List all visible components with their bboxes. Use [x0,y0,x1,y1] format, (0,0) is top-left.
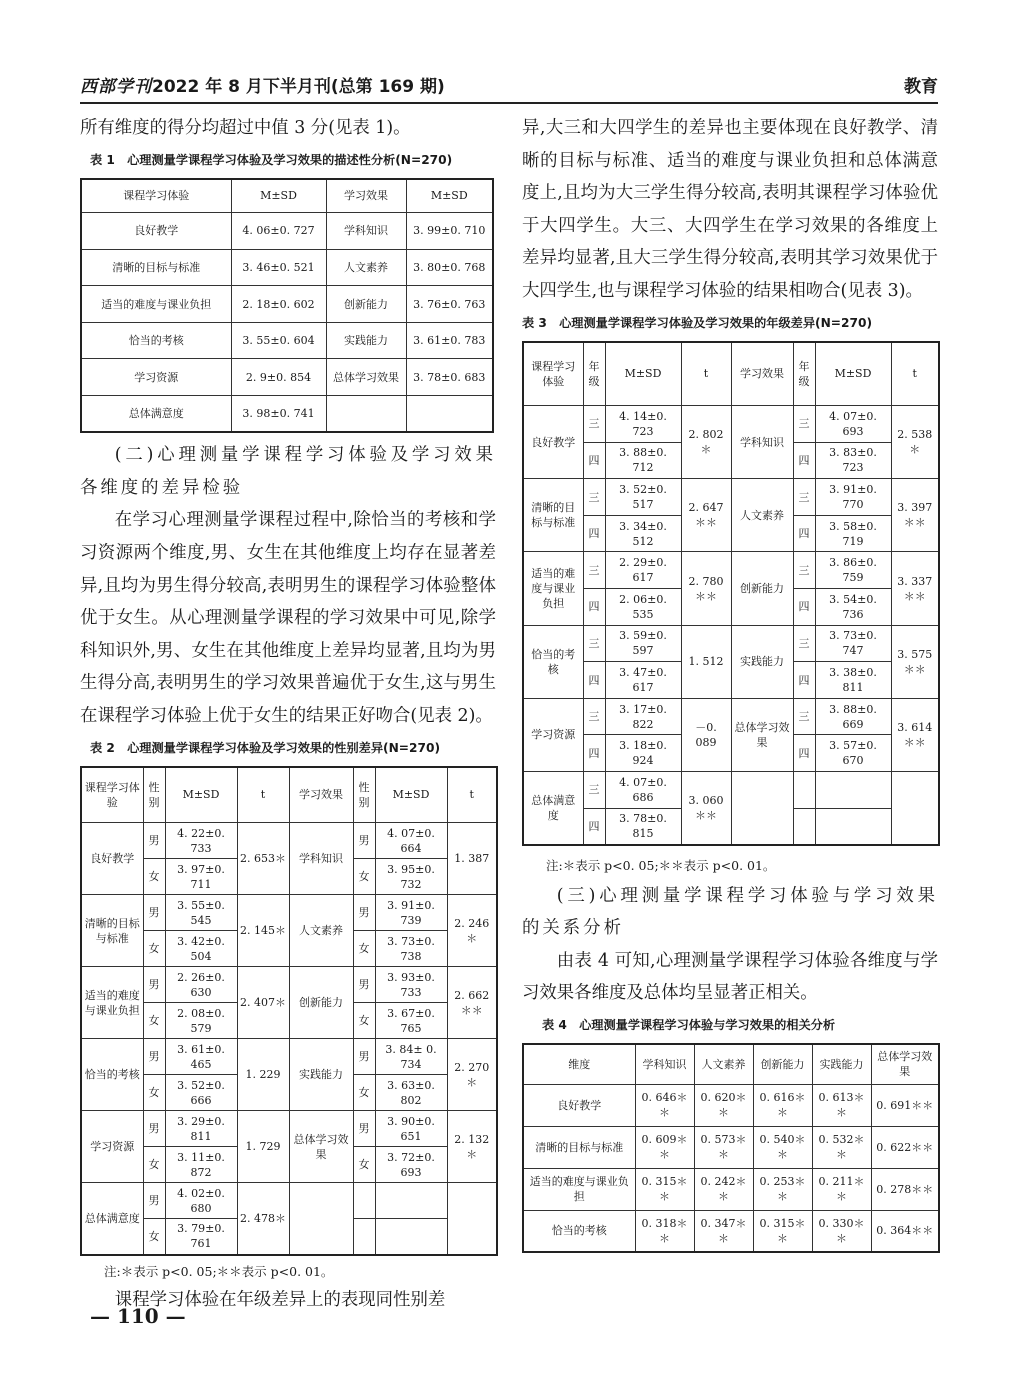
journal-title [80,72,445,97]
table-row [81,1111,497,1147]
dimension-cell: 学习资源 [523,698,583,771]
paragraph: 所有维度的得分均超过中值 3 分(见表 1)。 [80,118,411,138]
header-cell: 实践能力 [812,1044,871,1084]
group-cell: 女 [143,1075,165,1111]
t-value-cell: －0. 089 [681,698,731,771]
header-cell: 性别 [143,767,165,823]
table-row [81,249,493,286]
section-heading: (三)心理测量学课程学习体验与学习效果的关系分析 [522,885,938,939]
group-cell: 四 [793,442,815,479]
table-cell: 良好教学 [81,213,231,250]
table-row [81,823,497,859]
group-cell: 三 [793,698,815,735]
table-row [81,967,497,1003]
table-row [523,625,939,662]
paragraph: 在学习心理测量学课程过程中,除恰当的考核和学习资源两个维度,男、女生在其他维度上均存在显著差异,且均为男生得分较高,表明男生的课程学习体验整体优于女生。从心理测量学课程的学习效果中可见,除学科知识外,男、女生在其他维度上差异均显著,且均为男生得分高,表明男生的学习效果普遍优于女生,这与男生在课程学习体验上优于女生的结果正好吻合(见表 2)。 [80,510,496,726]
value-cell: 4. 22±0. 733 [165,823,237,859]
t-value-cell: 2. 538＊ [891,406,939,479]
header-cell: 课程学习体验 [523,342,583,406]
table-row [523,1126,939,1168]
value-cell: 3. 79±0. 761 [165,1219,237,1255]
table-cell: 恰当的考核 [523,1210,635,1252]
value-cell: 4. 14±0. 723 [605,406,681,443]
table-row [523,1210,939,1252]
t-value-cell: 2. 132＊ [447,1111,497,1183]
table-cell: 良好教学 [523,1084,635,1126]
table-cell: 3. 61±0. 783 [406,322,493,359]
table-cell: 清晰的目标与标准 [523,1126,635,1168]
table-cell: 0. 616＊＊ [753,1084,812,1126]
value-cell: 3. 63±0. 802 [375,1075,447,1111]
table-row [81,359,493,396]
header-cell: 年级 [583,342,605,406]
table-row [523,1168,939,1210]
value-cell [375,1219,447,1255]
section-heading: (二)心理测量学课程学习体验及学习效果各维度的差异检验 [80,445,496,498]
dimension-cell: 适当的难度与课业负担 [81,967,143,1039]
value-cell: 2. 08±0. 579 [165,1003,237,1039]
running-header [80,70,938,104]
table-row [81,286,493,323]
table-cell: 0. 646＊＊ [635,1084,694,1126]
group-cell: 四 [793,662,815,699]
table-correlation [522,1043,940,1253]
dimension-cell: 学科知识 [289,823,353,895]
t-value-cell: 2. 145＊ [237,895,289,967]
group-cell: 四 [583,808,605,845]
header-cell: t [237,767,289,823]
table-header-row [523,342,939,406]
value-cell: 3. 83±0. 723 [815,442,891,479]
value-cell [375,1183,447,1219]
journal-logo: 西部学刊 [80,77,152,97]
dimension-cell: 人文素养 [289,895,353,967]
table-cell: 适当的难度与课业负担 [81,286,231,323]
header-cell: 创新能力 [753,1044,812,1084]
group-cell: 四 [583,442,605,479]
value-cell: 3. 88±0. 712 [605,442,681,479]
t-value-cell [891,772,939,845]
header-cell: 人文素养 [694,1044,753,1084]
dimension-cell: 实践能力 [289,1039,353,1111]
table-row [523,772,939,809]
group-cell: 三 [793,625,815,662]
table-cell: 0. 330＊＊ [812,1210,871,1252]
table-cell: 适当的难度与课业负担 [523,1168,635,1210]
table-cell: 0. 540＊＊ [753,1126,812,1168]
value-cell: 3. 52±0. 666 [165,1075,237,1111]
header-cell: M±SD [375,767,447,823]
group-cell: 男 [353,895,375,931]
table-caption: 表 2 心理测量学课程学习体验及学习效果的性别差异(N=270) [90,740,441,755]
group-cell: 女 [143,859,165,895]
dimension-cell: 总体满意度 [81,1183,143,1255]
table-note: 注:＊表示 p<0. 05;＊＊表示 p<0. 01。 [546,857,776,873]
table-note: 注:＊表示 p<0. 05;＊＊表示 p<0. 01。 [104,1263,334,1279]
table-cell: 3. 46±0. 521 [231,249,326,286]
value-cell: 3. 55±0. 545 [165,895,237,931]
table-row [81,322,493,359]
dimension-cell [731,772,793,845]
value-cell: 2. 26±0. 630 [165,967,237,1003]
group-cell: 男 [143,1111,165,1147]
group-cell: 男 [143,823,165,859]
header-cell: 学习效果 [731,342,793,406]
value-cell: 4. 07±0. 686 [605,772,681,809]
group-cell: 三 [583,698,605,735]
header-cell: M±SD [605,342,681,406]
table-cell: 学习资源 [81,359,231,396]
group-cell: 女 [143,1003,165,1039]
table-caption: 表 1 心理测量学课程学习体验及学习效果的描述性分析(N=270) [90,152,453,167]
table-cell [406,396,493,433]
table-header-row [81,179,493,213]
t-value-cell: 1. 729 [237,1111,289,1183]
table-cell: 2. 9±0. 854 [231,359,326,396]
t-value-cell: 3. 397＊＊ [891,479,939,552]
paragraph: 异,大三和大四学生的差异也主要体现在良好教学、清晰的目标与标准、适当的难度与课业负担和总体满意度上,且均为大三学生得分较高,表明其课程学习体验优于大四学生。大三、大四学生在学习效果的各维度上差异均显著,且大三学生得分较高,表明其学习效果优于大四学生,也与课程学习体验的结果相吻合(见表 3)。 [522,118,938,301]
dimension-cell: 良好教学 [523,406,583,479]
value-cell: 3. 73±0. 738 [375,931,447,967]
table-cell: 学科知识 [326,213,406,250]
group-cell: 四 [793,515,815,552]
t-value-cell: 2. 478＊ [237,1183,289,1255]
dimension-cell: 清晰的目标与标准 [523,479,583,552]
group-cell: 女 [353,931,375,967]
value-cell [815,772,891,809]
value-cell: 3. 42±0. 504 [165,931,237,967]
header-cell: 维度 [523,1044,635,1084]
paragraph: 由表 4 可知,心理测量学课程学习体验各维度与学习效果各维度及总体均呈显著正相关。 [522,950,938,1004]
table-cell: 0. 364＊＊ [871,1210,939,1252]
t-value-cell: 2. 647＊＊ [681,479,731,552]
table-cell: 实践能力 [326,322,406,359]
table-row [523,1084,939,1126]
value-cell: 3. 54±0. 736 [815,589,891,626]
group-cell: 女 [143,931,165,967]
value-cell: 3. 11±0. 872 [165,1147,237,1183]
table-caption: 表 3 心理测量学课程学习体验及学习效果的年级差异(N=270) [522,315,873,330]
table-gender [80,766,498,1256]
header-cell: t [891,342,939,406]
value-cell [815,808,891,845]
dimension-cell: 良好教学 [81,823,143,895]
issue-info: 2022 年 8 月下半月刊(总第 169 期) [152,77,445,97]
table-row [523,552,939,589]
header-cell: M±SD [406,179,493,213]
header-cell: M±SD [815,342,891,406]
dimension-cell: 实践能力 [731,625,793,698]
header-cell: t [681,342,731,406]
value-cell: 3. 84± 0. 734 [375,1039,447,1075]
group-cell: 四 [583,515,605,552]
value-cell: 4. 07±0. 693 [815,406,891,443]
dimension-cell: 学习资源 [81,1111,143,1183]
group-cell: 男 [143,895,165,931]
dimension-cell: 人文素养 [731,479,793,552]
group-cell: 三 [793,406,815,443]
header-cell: 学科知识 [635,1044,694,1084]
table-grade [522,341,940,846]
table-cell: 0. 347＊＊ [694,1210,753,1252]
table-cell: 0. 532＊＊ [812,1126,871,1168]
table-cell: 恰当的考核 [81,322,231,359]
table-caption: 表 4 心理测量学课程学习体验与学习效果的相关分析 [542,1018,836,1033]
right-column [522,112,938,1253]
table-cell: 4. 06±0. 727 [231,213,326,250]
header-cell: 课程学习体验 [81,767,143,823]
group-cell: 男 [353,823,375,859]
group-cell: 四 [583,735,605,772]
table-cell: 3. 99±0. 710 [406,213,493,250]
header-cell: 学习效果 [289,767,353,823]
value-cell: 3. 95±0. 732 [375,859,447,895]
value-cell: 3. 52±0. 517 [605,479,681,516]
group-cell: 四 [793,735,815,772]
dimension-cell [289,1183,353,1255]
value-cell: 3. 97±0. 711 [165,859,237,895]
t-value-cell: 1. 512 [681,625,731,698]
table-cell: 0. 318＊＊ [635,1210,694,1252]
group-cell: 女 [353,859,375,895]
header-cell: 总体学习效果 [871,1044,939,1084]
group-cell: 女 [143,1147,165,1183]
table-cell: 0. 691＊＊ [871,1084,939,1126]
value-cell: 3. 78±0. 815 [605,808,681,845]
t-value-cell: 2. 246＊ [447,895,497,967]
value-cell: 3. 93±0. 733 [375,967,447,1003]
t-value-cell: 1. 229 [237,1039,289,1111]
value-cell: 3. 88±0. 669 [815,698,891,735]
table-cell: 3. 76±0. 763 [406,286,493,323]
t-value-cell: 2. 407＊ [237,967,289,1039]
value-cell: 3. 57±0. 670 [815,735,891,772]
table-row [523,479,939,516]
t-value-cell: 2. 662＊＊ [447,967,497,1039]
header-cell: 性别 [353,767,375,823]
group-cell: 男 [143,1039,165,1075]
table-cell: 创新能力 [326,286,406,323]
table-cell: 3. 78±0. 683 [406,359,493,396]
group-cell: 三 [583,772,605,809]
value-cell: 3. 91±0. 770 [815,479,891,516]
value-cell: 3. 17±0. 822 [605,698,681,735]
table-row [523,406,939,443]
value-cell: 3. 59±0. 597 [605,625,681,662]
paragraph: 课程学习体验在年级差异上的表现同性别差 [114,1289,446,1310]
table-row [81,895,497,931]
table-cell: 2. 18±0. 602 [231,286,326,323]
dimension-cell: 创新能力 [289,967,353,1039]
group-cell [793,808,815,845]
header-cell: 年级 [793,342,815,406]
table-cell: 人文素养 [326,249,406,286]
t-value-cell: 3. 337＊＊ [891,552,939,625]
table-row [81,213,493,250]
value-cell: 4. 02±0. 680 [165,1183,237,1219]
table-row [81,396,493,433]
value-cell: 2. 06±0. 535 [605,589,681,626]
group-cell: 女 [353,1003,375,1039]
t-value-cell: 2. 653＊ [237,823,289,895]
dimension-cell: 恰当的考核 [523,625,583,698]
table-cell: 3. 55±0. 604 [231,322,326,359]
header-cell: 课程学习体验 [81,179,231,213]
group-cell: 三 [583,552,605,589]
table-cell: 0. 211＊＊ [812,1168,871,1210]
value-cell: 3. 91±0. 739 [375,895,447,931]
value-cell: 3. 67±0. 765 [375,1003,447,1039]
table-cell: 0. 622＊＊ [871,1126,939,1168]
header-cell: M±SD [165,767,237,823]
value-cell: 3. 58±0. 719 [815,515,891,552]
table-cell: 0. 620＊＊ [694,1084,753,1126]
t-value-cell: 3. 614＊＊ [891,698,939,771]
table-cell: 0. 278＊＊ [871,1168,939,1210]
group-cell: 男 [353,1111,375,1147]
dimension-cell: 适当的难度与课业负担 [523,552,583,625]
group-cell: 男 [353,967,375,1003]
group-cell [353,1219,375,1255]
group-cell: 男 [143,1183,165,1219]
t-value-cell: 3. 060＊＊ [681,772,731,845]
dimension-cell: 学科知识 [731,406,793,479]
table-cell: 总体满意度 [81,396,231,433]
table-header-row [523,1044,939,1084]
group-cell: 三 [583,406,605,443]
table-cell: 0. 315＊＊ [753,1210,812,1252]
table-cell: 0. 253＊＊ [753,1168,812,1210]
t-value-cell [447,1183,497,1255]
value-cell: 3. 38±0. 811 [815,662,891,699]
t-value-cell: 2. 270＊ [447,1039,497,1111]
table-descriptive [80,178,494,434]
group-cell [793,772,815,809]
header-cell: 学习效果 [326,179,406,213]
table-cell: 总体学习效果 [326,359,406,396]
value-cell: 3. 86±0. 759 [815,552,891,589]
group-cell: 三 [583,625,605,662]
table-cell: 0. 613＊＊ [812,1084,871,1126]
group-cell: 三 [583,479,605,516]
table-cell: 3. 80±0. 768 [406,249,493,286]
header-cell: M±SD [231,179,326,213]
dimension-cell: 总体学习效果 [731,698,793,771]
value-cell: 2. 29±0. 617 [605,552,681,589]
dimension-cell: 恰当的考核 [81,1039,143,1111]
table-cell: 0. 609＊＊ [635,1126,694,1168]
group-cell: 四 [583,662,605,699]
dimension-cell: 总体学习效果 [289,1111,353,1183]
group-cell: 四 [793,589,815,626]
value-cell: 3. 90±0. 651 [375,1111,447,1147]
group-cell: 女 [353,1075,375,1111]
section-label: 教育 [904,77,938,97]
table-row [523,698,939,735]
table-row [81,1039,497,1075]
left-column [80,112,496,1316]
group-cell: 女 [353,1147,375,1183]
value-cell: 3. 29±0. 811 [165,1111,237,1147]
dimension-cell: 创新能力 [731,552,793,625]
value-cell: 3. 18±0. 924 [605,735,681,772]
table-cell: 0. 573＊＊ [694,1126,753,1168]
group-cell: 三 [793,552,815,589]
t-value-cell: 2. 780＊＊ [681,552,731,625]
header-cell: t [447,767,497,823]
value-cell: 4. 07±0. 664 [375,823,447,859]
group-cell: 三 [793,479,815,516]
t-value-cell: 1. 387 [447,823,497,895]
value-cell: 3. 34±0. 512 [605,515,681,552]
group-cell: 男 [143,967,165,1003]
table-cell [326,396,406,433]
page-number: — 110 — [90,1304,186,1328]
t-value-cell: 2. 802＊ [681,406,731,479]
value-cell: 3. 73±0. 747 [815,625,891,662]
table-cell: 0. 315＊＊ [635,1168,694,1210]
table-row [81,1183,497,1219]
table-cell: 清晰的目标与标准 [81,249,231,286]
table-cell: 3. 98±0. 741 [231,396,326,433]
table-cell: 0. 242＊＊ [694,1168,753,1210]
dimension-cell: 清晰的目标与标准 [81,895,143,967]
group-cell: 男 [353,1039,375,1075]
value-cell: 3. 61±0. 465 [165,1039,237,1075]
dimension-cell: 总体满意度 [523,772,583,845]
group-cell: 四 [583,589,605,626]
t-value-cell: 3. 575＊＊ [891,625,939,698]
value-cell: 3. 47±0. 617 [605,662,681,699]
group-cell: 女 [143,1219,165,1255]
group-cell [353,1183,375,1219]
table-header-row [81,767,497,823]
value-cell: 3. 72±0. 693 [375,1147,447,1183]
